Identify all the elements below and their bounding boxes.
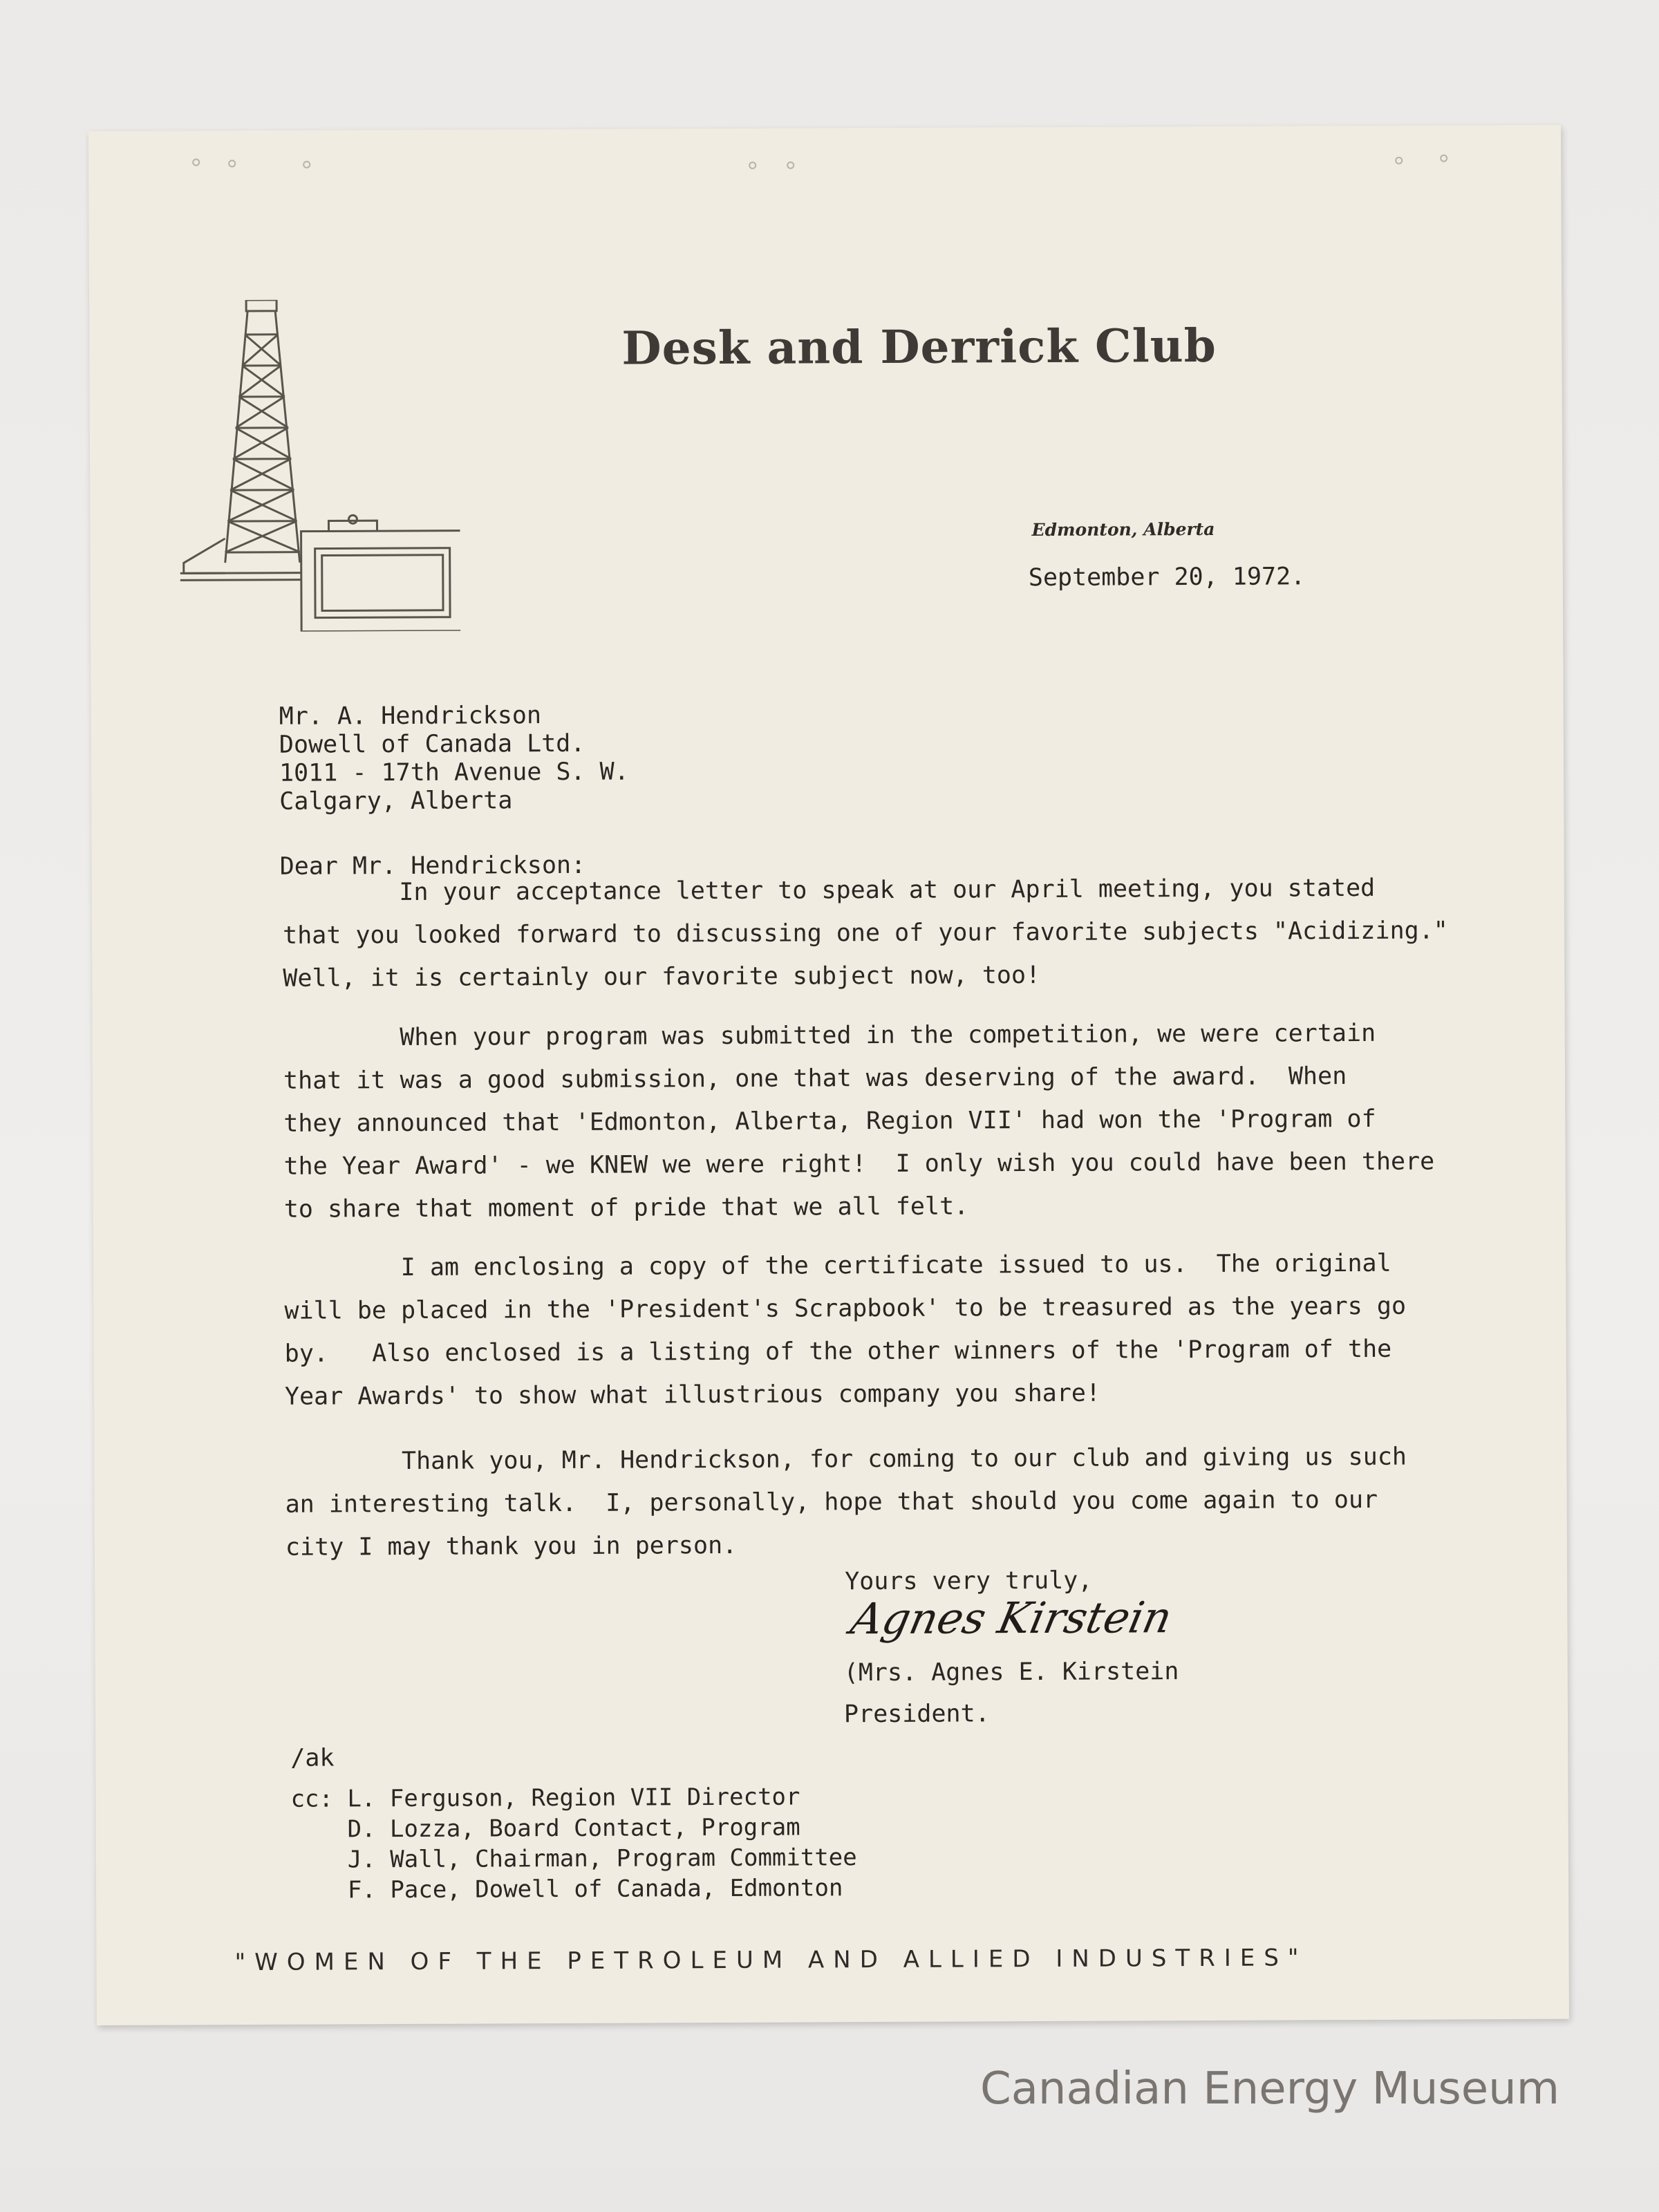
letterhead-location: Edmonton, Alberta <box>1031 518 1215 541</box>
handwritten-signature: Agnes Kirstein <box>846 1592 1177 1644</box>
address-line: Mr. A. Hendrickson <box>279 702 542 731</box>
address-line: Dowell of Canada Ltd. <box>279 729 585 759</box>
typist-initials: /ak <box>290 1744 335 1772</box>
salutation: Dear Mr. Hendrickson: <box>279 851 586 881</box>
body-paragraph-3: I am enclosing a copy of the certificate issued to us. The original will be placed in the 'President's Scrapbook' to be treasured as the years go by. Also enclosed is a listing of the other winners of the 'Program of the Year Awards' to show what illustrious company you share! <box>284 1249 1407 1411</box>
punch-hole <box>192 158 200 166</box>
punch-hole <box>749 162 756 169</box>
letter-sheet <box>88 125 1569 2025</box>
cc-line: D. Lozza, Board Contact, Program <box>290 1813 800 1844</box>
punch-hole <box>1440 154 1447 162</box>
derrick-logo-icon <box>176 299 460 632</box>
letter-date: September 20, 1972. <box>1028 563 1306 592</box>
body-paragraph-1: In your acceptance letter to speak at our April meeting, you stated that you looked forward to discussing one of your favorite subjects "Acidizing." Well, it is certainly our favorite subject now, too! <box>282 874 1448 993</box>
footer-motto: "WOMEN OF THE PETROLEUM AND ALLIED INDUSTRIES" <box>234 1944 1308 1977</box>
signer-title: President. <box>843 1700 990 1729</box>
address-line: Calgary, Alberta <box>279 787 513 816</box>
cc-line: cc: L. Ferguson, Region VII Director <box>290 1783 800 1813</box>
signer-name: (Mrs. Agnes E. Kirstein <box>843 1658 1179 1687</box>
punch-hole <box>1395 157 1403 165</box>
letterhead-title: Desk and Derrick Club <box>621 318 1217 375</box>
cc-line: J. Wall, Chairman, Program Committee <box>290 1844 857 1874</box>
punch-hole <box>303 161 310 169</box>
body-paragraph-2: When your program was submitted in the competition, we were certain that it was a good submission, one that was deserving of the award. When they announced that 'Edmonton, Alberta, Region VII' had won the 'Program of the Year Award' - we KNEW we were right! I only wish you could have been there to share that moment of pride that we all felt. <box>283 1019 1435 1224</box>
address-line: 1011 - 17th Avenue S. W. <box>279 758 629 787</box>
recipient-address <box>279 702 629 816</box>
punch-hole <box>787 162 794 169</box>
punch-hole <box>228 160 236 167</box>
cc-list <box>290 1781 857 1906</box>
cc-line: F. Pace, Dowell of Canada, Edmonton <box>291 1874 843 1904</box>
valediction: Yours very truly, <box>845 1566 1093 1596</box>
museum-watermark: Canadian Energy Museum <box>980 2063 1560 2115</box>
body-paragraph-4: Thank you, Mr. Hendrickson, for coming to our club and giving us such an interesting talk. I, personally, hope that should you come again to our city I may thank you in person. <box>285 1443 1407 1562</box>
